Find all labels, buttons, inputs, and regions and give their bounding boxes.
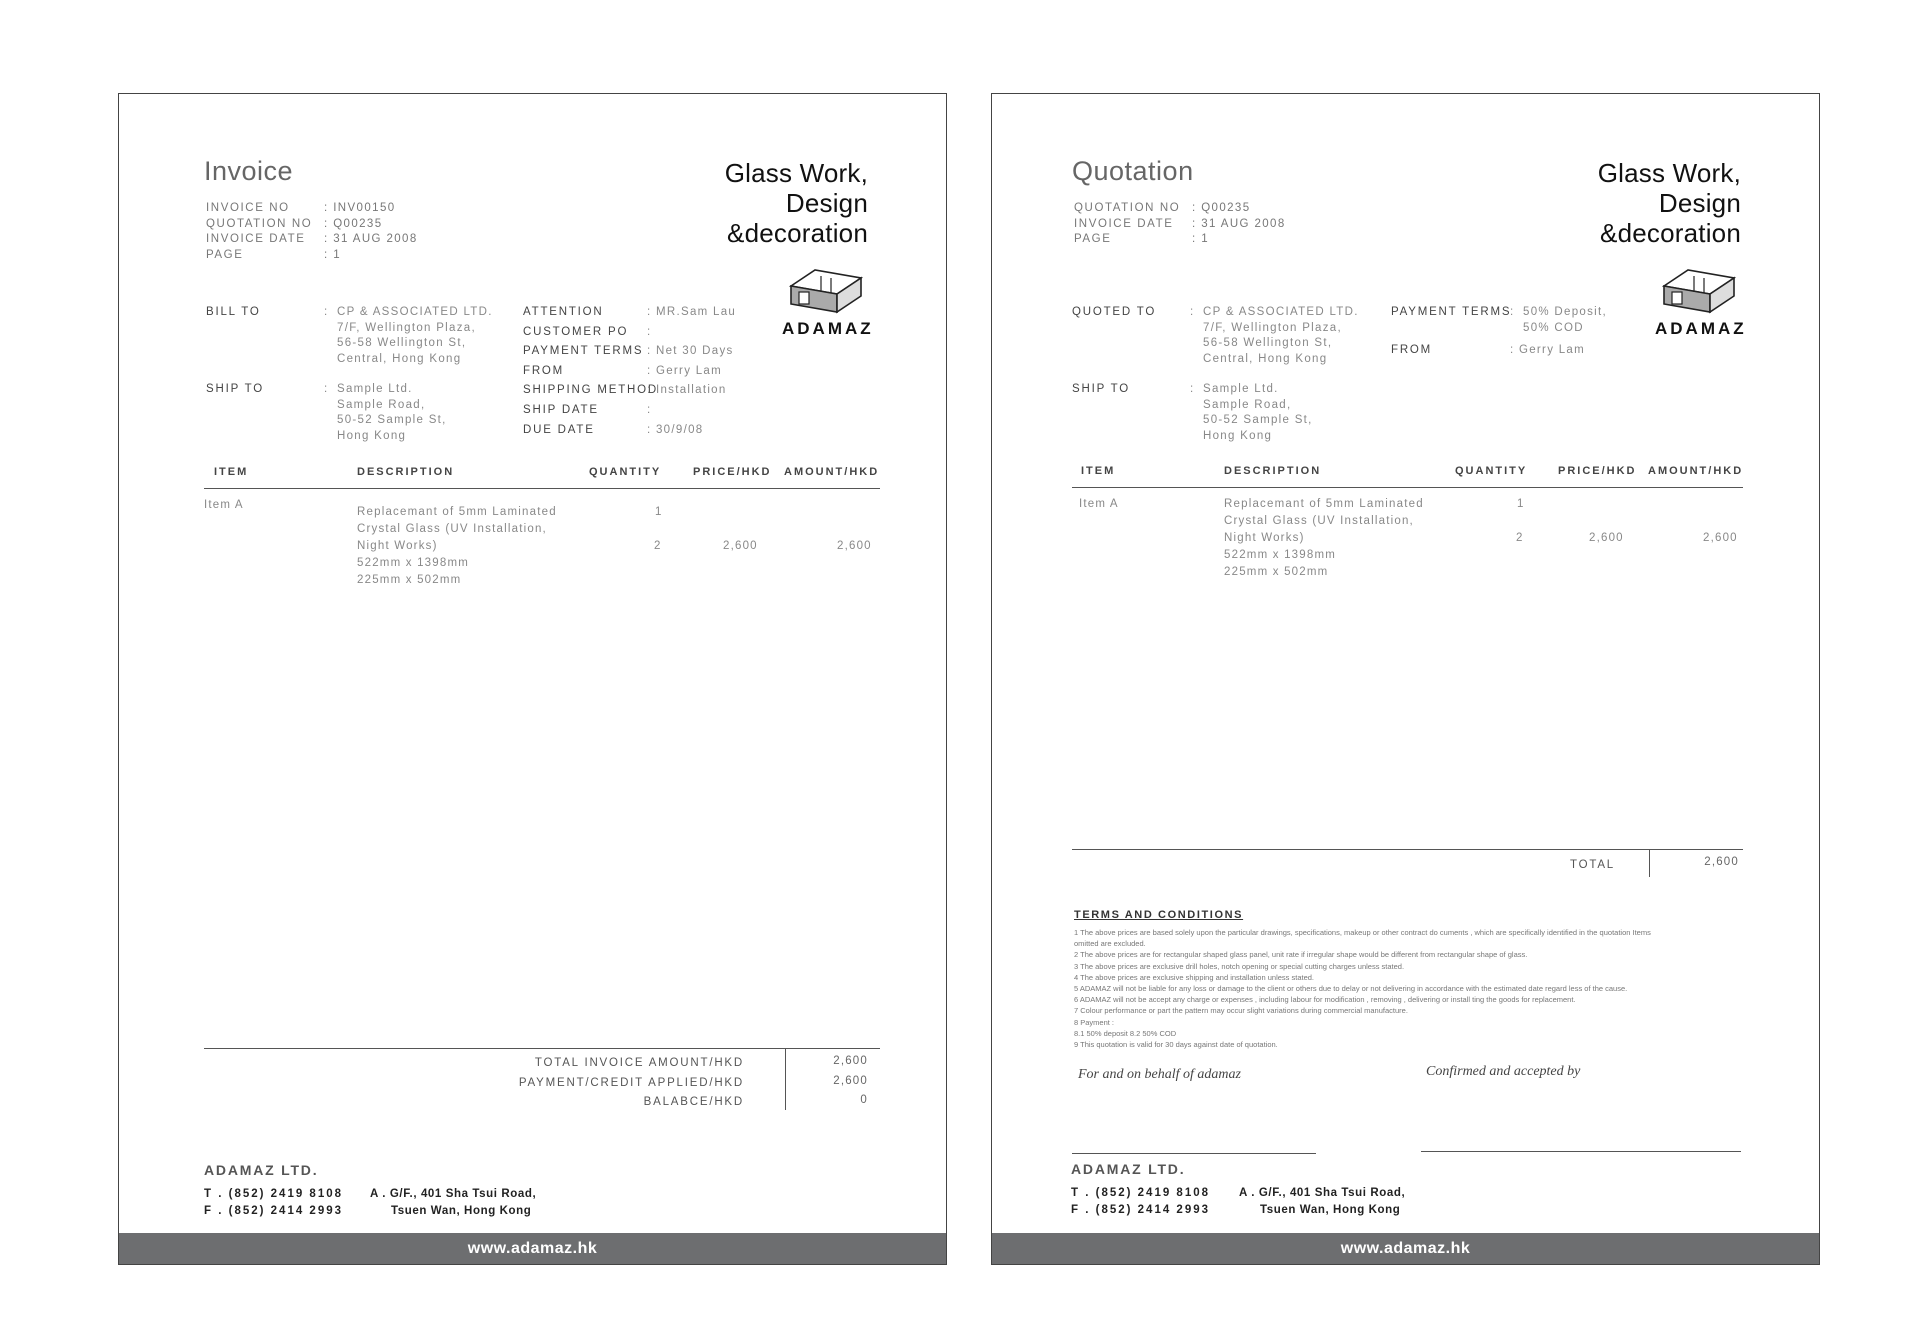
description-line: Replacemant of 5mm Laminated	[1224, 498, 1424, 510]
detail-label: CUSTOMER PO	[523, 325, 629, 338]
description-line: Night Works)	[357, 540, 438, 552]
total-label: BALABCE/HKD	[643, 1096, 744, 1108]
address-line: Central, Hong Kong	[1203, 352, 1328, 365]
ship-to-colon: :	[1190, 383, 1195, 395]
detail-value: : 30/9/08	[647, 423, 704, 436]
address-line: CP & ASSOCIATED LTD.	[1203, 306, 1359, 318]
payment-terms-value	[1523, 306, 1607, 337]
bill-to-address	[337, 306, 493, 368]
meta-value: : Q00235	[324, 217, 383, 230]
total-value: 2,600	[833, 1055, 868, 1067]
row-qty-2: 2	[654, 540, 662, 552]
detail-value: :	[647, 325, 652, 338]
detail-label: DUE DATE	[523, 423, 595, 436]
col-amount: AMOUNT/HKD	[784, 466, 880, 478]
invoice-details-labels	[523, 306, 658, 443]
quotation-page	[991, 93, 1820, 1265]
quoted-to-address	[1203, 306, 1359, 368]
col-description: DESCRIPTION	[1224, 465, 1322, 477]
brand-line: &decoration	[727, 218, 868, 248]
sign-left-label: For and on behalf of adamaz	[1078, 1067, 1241, 1082]
address-line: Sample Road,	[1203, 398, 1292, 411]
detail-value: :	[647, 403, 652, 416]
ship-to-label: SHIP TO	[1072, 383, 1130, 395]
signature-line-left[interactable]	[1072, 1153, 1316, 1154]
adamaz-logo-icon	[785, 266, 865, 316]
detail-label: ATTENTION	[523, 306, 604, 318]
col-item: ITEM	[214, 466, 249, 478]
row-price: 2,600	[1589, 532, 1624, 544]
term-line: 6 ADAMAZ will not be accept any charge or expenses , including labour for modification , removing , delivering or install ting the goods for replacement.	[1074, 995, 1576, 1005]
terms-list	[1074, 928, 1651, 1051]
total-divider	[1649, 849, 1650, 877]
row-qty-2: 2	[1516, 532, 1524, 544]
detail-value: : Net 30 Days	[647, 345, 734, 358]
description-line: Crystal Glass (UV Installation,	[357, 523, 547, 535]
terms-title: TERMS AND CONDITIONS	[1074, 909, 1244, 921]
total-value: 2,600	[1704, 856, 1739, 868]
meta-label: PAGE	[1074, 233, 1112, 245]
invoice-meta-labels	[206, 202, 312, 264]
term-line: 7 Colour performance or part the pattern may occur slight variations during commercial manufacture.	[1074, 1006, 1408, 1016]
row-amount: 2,600	[1703, 532, 1738, 544]
from-label: FROM	[1391, 344, 1433, 356]
company-address-1: A . G/F., 401 Sha Tsui Road,	[1239, 1187, 1406, 1199]
meta-label: QUOTATION NO	[206, 217, 313, 230]
detail-label: PAYMENT TERMS	[523, 345, 644, 358]
ship-to-label: SHIP TO	[206, 383, 264, 395]
description-line: 225mm x 502mm	[1224, 566, 1329, 578]
col-amount: AMOUNT/HKD	[1648, 465, 1744, 477]
detail-label: SHIPPING METHOD	[523, 384, 658, 397]
row-item: Item A	[1079, 498, 1119, 510]
quoted-to-colon: :	[1190, 306, 1195, 318]
ship-to-address	[1203, 383, 1313, 445]
col-item: ITEM	[1081, 465, 1116, 477]
website-footer[interactable]: www.adamaz.hk	[119, 1233, 946, 1264]
detail-value: : MR.Sam Lau	[647, 306, 737, 318]
meta-value: : INV00150	[324, 202, 396, 214]
description-line: 225mm x 502mm	[357, 574, 462, 586]
row-description	[1224, 498, 1424, 583]
totals-labels	[519, 1057, 744, 1116]
totals-values	[833, 1055, 868, 1114]
address-line: Sample Ltd.	[337, 383, 413, 395]
table-header-rule	[1072, 487, 1743, 488]
address-line: Hong Kong	[1203, 429, 1273, 442]
address-line: 7/F, Wellington Plaza,	[337, 321, 476, 334]
ship-to-colon: :	[324, 383, 329, 395]
table-header-rule	[204, 488, 880, 489]
meta-label: INVOICE NO	[206, 202, 290, 214]
address-line: CP & ASSOCIATED LTD.	[337, 306, 493, 318]
ship-to-address	[337, 383, 447, 445]
signature-line-right[interactable]	[1421, 1151, 1741, 1152]
adamaz-logo-text: ADAMAZ	[782, 319, 874, 338]
website-footer[interactable]: www.adamaz.hk	[992, 1233, 1819, 1264]
meta-value: : 31 AUG 2008	[324, 233, 418, 245]
detail-value: : Gerry Lam	[647, 364, 723, 377]
address-line: 56-58 Wellington St,	[337, 337, 467, 349]
detail-label: FROM	[523, 364, 565, 377]
row-qty-1: 1	[655, 506, 663, 518]
total-label: TOTAL	[1570, 859, 1615, 871]
adamaz-logo-text: ADAMAZ	[1655, 319, 1747, 338]
brand-line: Glass Work,	[1597, 158, 1741, 188]
term-line: 4 The above prices are exclusive shipping and installation unless stated.	[1074, 972, 1315, 982]
brand-line: Design	[1658, 188, 1741, 218]
row-description	[357, 506, 557, 591]
brand-tagline	[1598, 158, 1741, 248]
address-line: 56-58 Wellington St,	[1203, 337, 1333, 349]
adamaz-logo-icon	[1658, 266, 1738, 316]
total-value: 2,600	[833, 1074, 868, 1087]
company-address-2: Tsuen Wan, Hong Kong	[391, 1205, 532, 1217]
from-value: : Gerry Lam	[1510, 344, 1586, 356]
meta-label: INVOICE DATE	[206, 233, 306, 245]
detail-label: SHIP DATE	[523, 403, 599, 416]
meta-value: : 1	[1192, 233, 1209, 245]
description-line: 522mm x 1398mm	[357, 557, 470, 569]
meta-label: QUOTATION NO	[1074, 202, 1181, 214]
company-tel: T . (852) 2419 8108	[1071, 1187, 1211, 1199]
row-item: Item A	[204, 499, 244, 511]
description-line: Crystal Glass (UV Installation,	[1224, 515, 1414, 527]
quoted-to-label: QUOTED TO	[1072, 306, 1157, 318]
col-price: PRICE/HKD	[1558, 465, 1637, 477]
company-fax: F . (852) 2414 2993	[1071, 1204, 1211, 1216]
total-label: PAYMENT/CREDIT APPLIED/HKD	[518, 1076, 744, 1089]
bill-to-label: BILL TO	[206, 306, 261, 318]
term-line: 9 This quotation is valid for 30 days against date of quotation.	[1074, 1039, 1278, 1049]
address-line: 50-52 Sample St,	[1203, 414, 1313, 426]
totals-rule	[204, 1048, 880, 1049]
row-amount: 2,600	[837, 540, 872, 552]
term-line: 2 The above prices are for rectangular shaped glass panel, unit rate if irregular shape would be different from rectangular shape of glass.	[1074, 950, 1528, 960]
term-line: 5 ADAMAZ will not be liable for any loss or damage to the client or others due to delay or not delivering in accordance with the estimated date regard less of the cause.	[1074, 983, 1628, 993]
meta-label: PAGE	[206, 248, 244, 261]
quotation-meta-labels	[1074, 202, 1180, 249]
total-rule	[1072, 849, 1743, 850]
meta-value: : Q00235	[1192, 202, 1251, 214]
address-line: 7/F, Wellington Plaza,	[1203, 321, 1342, 334]
company-name: ADAMAZ LTD.	[204, 1162, 319, 1178]
payment-terms-colon: :	[1510, 306, 1515, 318]
payment-line: 50% Deposit,	[1523, 306, 1607, 318]
row-qty-1: 1	[1517, 498, 1525, 510]
address-line: Sample Ltd.	[1203, 383, 1279, 395]
bill-to-colon: :	[324, 306, 329, 318]
term-line: 1 The above prices are based solely upon the particular drawings, specifications, makeup or other contract do cuments , which are specifically identified in the quotation Items	[1074, 928, 1651, 937]
brand-tagline	[725, 158, 868, 248]
payment-line: 50% COD	[1523, 321, 1584, 334]
term-line: omitted are excluded.	[1074, 939, 1146, 949]
payment-terms-label: PAYMENT TERMS	[1391, 306, 1512, 318]
company-fax: F . (852) 2414 2993	[204, 1205, 344, 1217]
detail-value: : Installation	[647, 384, 727, 397]
row-price: 2,600	[723, 540, 758, 552]
meta-value: : 31 AUG 2008	[1192, 217, 1286, 230]
quotation-meta-values	[1192, 202, 1286, 249]
brand-line: Glass Work,	[724, 158, 868, 188]
invoice-details-values	[647, 306, 736, 443]
meta-value: : 1	[324, 248, 341, 261]
col-quantity: QUANTITY	[1455, 465, 1528, 477]
description-line: 522mm x 1398mm	[1224, 549, 1337, 561]
term-line: 8 Payment :	[1074, 1017, 1115, 1027]
meta-label: INVOICE DATE	[1074, 217, 1174, 230]
col-price: PRICE/HKD	[693, 466, 772, 478]
company-tel: T . (852) 2419 8108	[204, 1188, 344, 1200]
invoice-meta-values	[324, 202, 418, 264]
description-line: Replacemant of 5mm Laminated	[357, 506, 557, 518]
invoice-title: Invoice	[204, 156, 294, 186]
term-line: 8.1 50% deposit 8.2 50% COD	[1074, 1028, 1177, 1038]
address-line: Central, Hong Kong	[337, 352, 462, 365]
quotation-title: Quotation	[1072, 156, 1194, 186]
company-address-2: Tsuen Wan, Hong Kong	[1260, 1204, 1401, 1216]
invoice-page	[118, 93, 947, 1265]
term-line: 3 The above prices are exclusive drill holes, notch opening or special cutting charges unless stated.	[1074, 961, 1405, 971]
address-line: 50-52 Sample St,	[337, 414, 447, 426]
totals-divider	[785, 1048, 786, 1110]
sign-right-label: Confirmed and accepted by	[1426, 1064, 1581, 1079]
address-line: Sample Road,	[337, 398, 426, 411]
company-address-1: A . G/F., 401 Sha Tsui Road,	[370, 1188, 537, 1200]
description-line: Night Works)	[1224, 532, 1305, 544]
total-value: 0	[860, 1094, 868, 1106]
col-quantity: QUANTITY	[589, 466, 662, 478]
total-label: TOTAL INVOICE AMOUNT/HKD	[534, 1057, 744, 1069]
address-line: Hong Kong	[337, 429, 407, 442]
brand-line: Design	[785, 188, 868, 218]
company-name: ADAMAZ LTD.	[1071, 1161, 1186, 1177]
col-description: DESCRIPTION	[357, 466, 455, 478]
brand-line: &decoration	[1600, 218, 1741, 248]
